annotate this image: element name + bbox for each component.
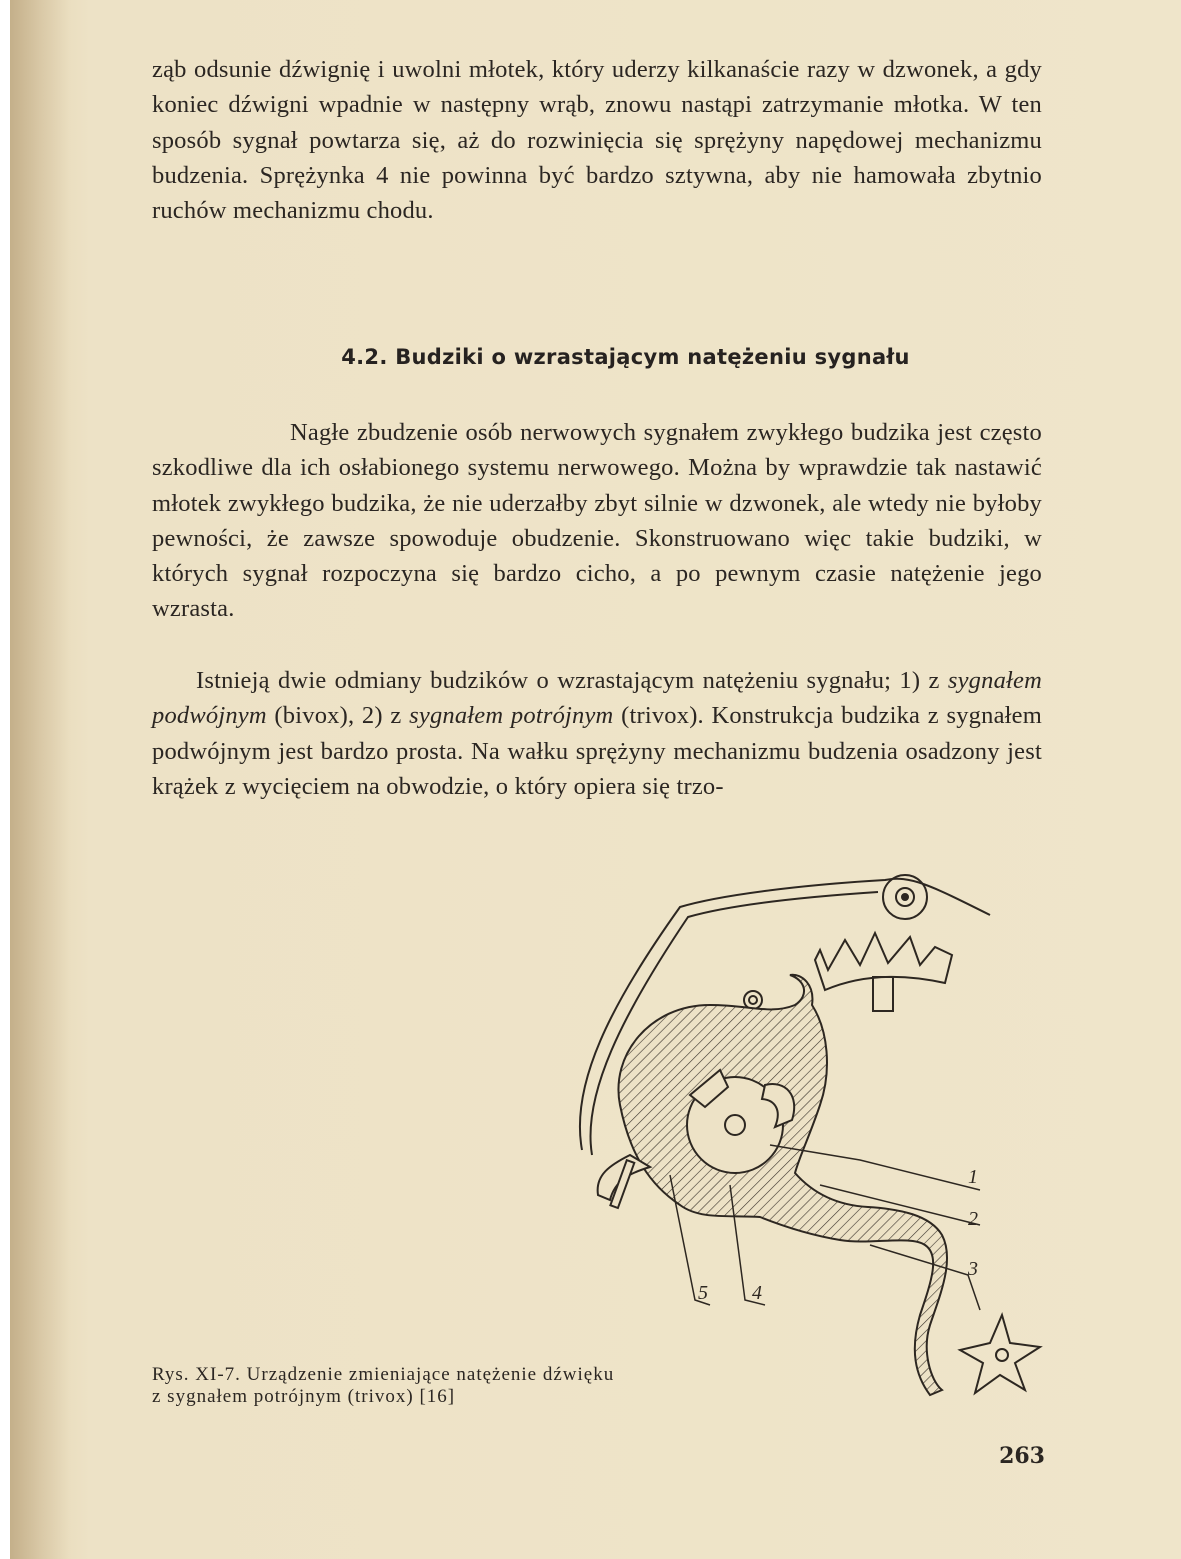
pivot-dot (902, 894, 908, 900)
paragraph-variants (152, 663, 1042, 804)
star-wheel (960, 1315, 1040, 1393)
figure-label-2: 2 (968, 1208, 978, 1230)
small-pivot (744, 991, 762, 1009)
emphasis-term: sygnałem potrójnym (409, 702, 614, 730)
figure-label-5: 5 (698, 1282, 708, 1304)
paragraph-intro (152, 415, 1042, 627)
paragraph-continuation (152, 52, 1042, 228)
mechanism-diagram (570, 855, 1050, 1415)
emphasis-term: sygnałem podwójnym (152, 667, 1042, 730)
caption-line: z sygnałem potrójnym (trivox) [16] (152, 1386, 456, 1407)
paragraph-text: ząb odsunie dźwignię i uwolni młotek, który uderzy kilkanaście razy w dzwonek, a gdy koniec dźwigni wpadnie w następny wrąb, znowu nastąpi zatrzymanie młotka. W ten sposób sygnał powtarza się, aż do rozwinięcia się sprężyny napędowej mechanizmu budzenia. Sprężynka 4 nie powinna być bardzo sztywna, aby nie hamowała zbytnio ruchów mechanizmu chodu. (152, 56, 1042, 225)
text-run: (bivox), 2) z (266, 702, 410, 730)
caption-line: Rys. XI-7. Urządzenie zmieniające natężenie dźwięku (152, 1364, 615, 1385)
section-heading: 4.2. Budziki o wzrastającym natężeniu sygnału (341, 345, 910, 369)
figure-caption (152, 1364, 812, 1408)
gutter-shadow (10, 0, 70, 1559)
crown-wheel (815, 933, 952, 990)
figure-label-4: 4 (752, 1282, 762, 1304)
wheel-stem (873, 977, 893, 1011)
page-number: 263 (999, 1443, 1045, 1469)
figure-label-3: 3 (968, 1258, 978, 1280)
hatched-plate (618, 975, 947, 1395)
page-gutter (0, 0, 10, 1559)
paragraph-text: Nagłe zbudzenie osób nerwowych sygnałem zwykłego budzika jest często szkodliwe dla ich osłabionego systemu nerwowego. Można by wprawdzie tak nastawić młotek zwykłego budzika, że nie uderzałby zbyt silnie w dzwonek, ale wtedy nie byłoby pewności, że zawsze spowoduje obudzenie. Skonstruowano więc takie budziki, w których sygnał rozpoczyna się bardzo cicho, a po pewnym czasie natężenie jego wzrasta. (152, 419, 1042, 623)
text-run: (trivox). Konstrukcja budzika z sygnałem podwójnym jest bardzo prosta. Na wałku sprężyny mechanizmu budzenia osadzony jest krążek z wycięciem na obwodzie, o który opiera się trzo- (152, 702, 1042, 800)
text-run: Istnieją dwie odmiany budzików o wzrastającym natężeniu sygnału; 1) z (196, 667, 948, 694)
figure-label-1: 1 (968, 1166, 978, 1188)
paragraph-text (152, 663, 1042, 804)
hub-pin (725, 1115, 745, 1135)
